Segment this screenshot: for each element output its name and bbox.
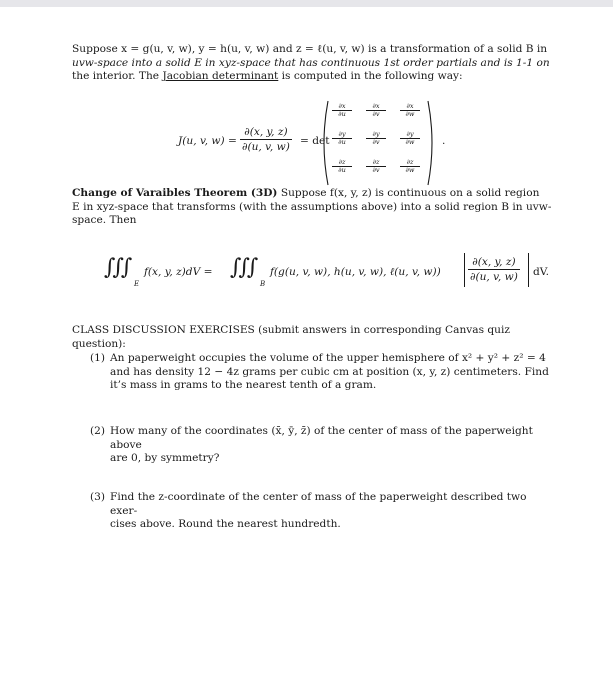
theorem-paragraph (72, 187, 552, 228)
exercise-number: (3) (90, 491, 106, 503)
jacobian-matrix (332, 103, 428, 185)
discussion-heading: CLASS DISCUSSION EXERCISES (submit answers in corresponding Canvas quiz question): (72, 324, 510, 350)
matrix-entry: ∂z ∂u (332, 159, 352, 174)
exercise-line: How many of the coordinates (x̄, ȳ, z̄) of the center of mass of the paperweight above (110, 425, 533, 451)
theorem-line-2: E in xyz-space that transforms (with the assumptions above) into a solid region B in uvw- (72, 200, 552, 213)
exercise-line: cises above. Round the nearest hundredth. (110, 518, 341, 531)
matrix-entry: ∂x ∂v (366, 103, 386, 118)
exercise-line: Find the z-coordinate of the center of mass of the paperweight described two exer- (110, 491, 527, 517)
rhs-integrand: f(g(u, v, w), h(u, v, w), ℓ(u, v, w)) (270, 266, 441, 278)
abs-frac-num: ∂(x, y, z) (468, 255, 520, 270)
abs-frac-den: ∂(u, v, w) (470, 271, 518, 283)
exercise-number: (1) (90, 352, 106, 364)
matrix-entry: ∂y ∂w (400, 131, 420, 146)
exercise-line: An paperweight occupies the volume of the upper hemisphere of x² + y² + z² = 4 (110, 352, 546, 364)
exercise-line: are 0, by symmetry? (110, 452, 220, 465)
jacobian-fraction (240, 125, 292, 154)
jacobian-period: . (442, 135, 446, 147)
jacobian-formula (0, 97, 613, 189)
document-page (0, 7, 613, 700)
jacobian-determinant-link: Jacobian determinant (162, 70, 279, 83)
matrix-entry: ∂x ∂u (332, 103, 352, 118)
theorem-line-1 (72, 187, 552, 201)
jacobian-frac-num: ∂(x, y, z) (240, 125, 292, 140)
triple-integral-lhs: ∫∫∫ (104, 255, 130, 280)
matrix-entry: ∂z ∂w (400, 159, 420, 174)
intro-line-3-pre: the interior. The (72, 70, 163, 83)
theorem-line-3: space. Then (72, 214, 137, 227)
lhs-subscript: E (134, 280, 140, 288)
abs-bar-left (464, 253, 465, 287)
exercise-number: (2) (90, 425, 106, 437)
matrix-entry: ∂y ∂v (366, 131, 386, 146)
abs-bar-right (528, 253, 529, 287)
intro-line-3-post: is computed in the following way: (278, 70, 463, 83)
intro-line-2: uvw-space into a solid E in xyz-space that has continuous 1st order partials and is 1-1 on (72, 56, 550, 69)
matrix-entry: ∂x ∂w (400, 103, 420, 118)
exercise-line: it’s mass in grams to the nearest tenth of a gram. (110, 379, 377, 392)
matrix-entry: ∂y ∂u (332, 131, 352, 146)
theorem-line-1-rest: Suppose f(x, y, z) is continuous on a solid region (277, 187, 540, 199)
intro-line-1: Suppose x = g(u, v, w), y = h(u, v, w) and z = ℓ(u, v, w) is a transformation of a solid B in (72, 43, 548, 55)
formula-dv: dV. (533, 266, 549, 278)
intro-paragraph (72, 43, 552, 84)
abs-jacobian-fraction (468, 255, 520, 284)
rhs-subscript: B (260, 280, 266, 288)
lhs-integrand: f(x, y, z)dV = (144, 266, 213, 278)
top-band (0, 0, 613, 7)
theorem-title: Change of Varaibles Theorem (3D) (72, 187, 278, 199)
jacobian-lhs: J(u, v, w) = (178, 135, 237, 147)
jacobian-frac-den: ∂(u, v, w) (242, 141, 290, 153)
jacobian-eq-det: = det (300, 135, 330, 147)
intro-line-3 (72, 70, 552, 84)
exercise-line: and has density 12 − 4z grams per cubic cm at position (x, y, z) centimeters. Find (110, 365, 549, 378)
triple-integral-rhs: ∫∫∫ (230, 255, 256, 280)
matrix-entry: ∂z ∂v (366, 159, 386, 174)
change-of-variables-formula (0, 247, 613, 297)
